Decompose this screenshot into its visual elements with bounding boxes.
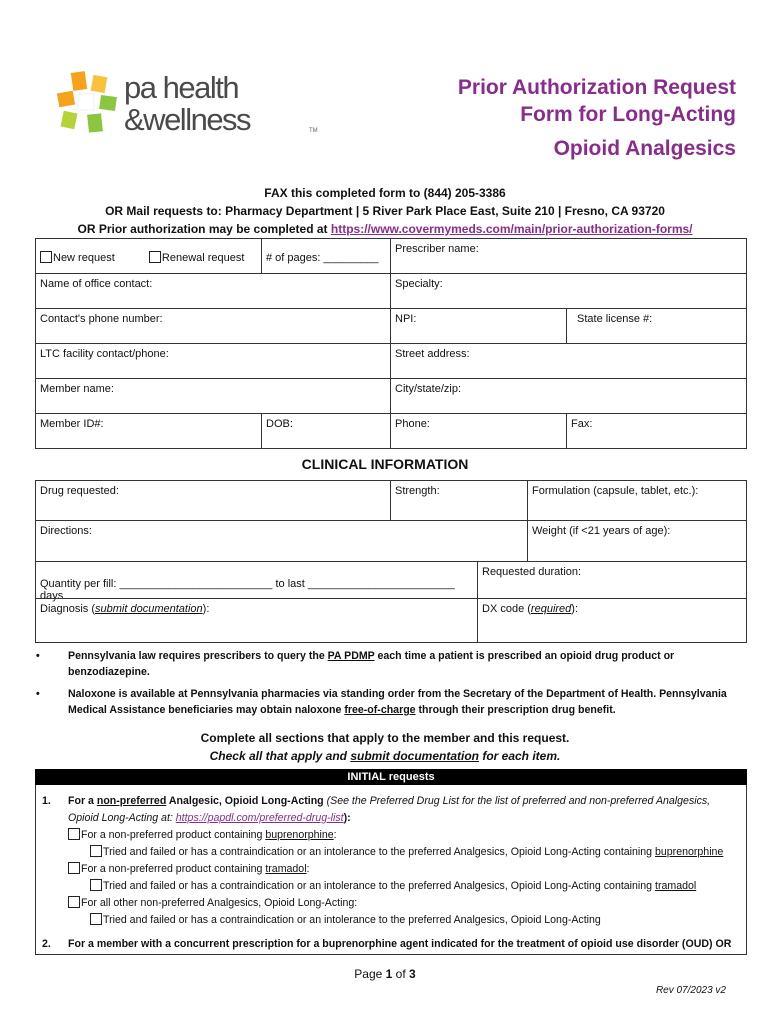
section-instructions: [0, 729, 770, 765]
contact-phone-cell[interactable]: [35, 308, 391, 344]
instructions-line2: [0, 747, 770, 765]
prescriber-name-label: Prescriber name:: [395, 243, 479, 255]
other-tf-checkbox[interactable]: [90, 913, 102, 925]
item1-a: For a: [68, 795, 97, 807]
new-request-label: New request: [53, 252, 115, 264]
office-contact-cell[interactable]: [35, 273, 391, 309]
dx-required-note: required: [530, 603, 572, 615]
tram-tf-text: Tried and failed or has a contraindication or an intolerance to the preferred Analgesics, Opioid Long-Acting containing: [103, 880, 655, 892]
page-current: 1: [385, 967, 393, 981]
covermymeds-link[interactable]: https://www.covermymeds.com/main/prior-authorization-forms/: [330, 222, 693, 236]
instructions-line1: Complete all sections that apply to the member and this request.: [200, 731, 570, 745]
other-tf-text: Tried and failed or has a contraindication or an intolerance to the preferred Analgesics, Opioid Long-Acting: [103, 914, 601, 926]
directions-cell[interactable]: [35, 520, 528, 562]
renewal-request-checkbox[interactable]: [149, 251, 161, 263]
formulation-label: Formulation (capsule, tablet, etc.):: [532, 485, 699, 497]
prescriber-name-cell[interactable]: [390, 238, 747, 274]
npi-label: NPI:: [395, 313, 417, 325]
item1-number: 1.: [42, 795, 51, 807]
other-checkbox[interactable]: [68, 896, 80, 908]
member-id-label: Member ID#:: [40, 418, 104, 430]
form-title: [458, 74, 736, 162]
pdl-link[interactable]: https://papdl.com/preferred-drug-list: [175, 812, 344, 824]
npi-cell[interactable]: [390, 308, 567, 344]
notice-bullets: [36, 648, 736, 724]
tram-tf-checkbox[interactable]: [90, 879, 102, 891]
naloxone-text-b: through their prescription drug benefit.: [415, 704, 616, 716]
pdmp-text-b: each time a patient is prescribed an opioid drug product or benzodiazepine.: [68, 650, 675, 678]
member-name-cell[interactable]: [35, 378, 391, 414]
strength-cell[interactable]: [390, 480, 528, 521]
office-contact-label: Name of office contact:: [40, 278, 153, 290]
naloxone-text-a: Naloxone is available at Pennsylvania pharmacies via standing order from the Secretary of the Department of Health. Pennsylvania Medical Assistance beneficiaries may obtain naloxone: [68, 688, 727, 716]
fax-cell[interactable]: [566, 413, 747, 449]
bup-tf-text: Tried and failed or has a contraindication or an intolerance to the preferred Analgesics, Opioid Long-Acting containing: [103, 846, 655, 858]
other-tf-option: [68, 912, 742, 929]
bup-drug: buprenorphine: [265, 829, 334, 841]
quantity-label: Quantity per fill: _________________________ to last ________________________ days: [40, 578, 455, 602]
weight-cell[interactable]: [527, 520, 747, 562]
mail-line: OR Mail requests to: Pharmacy Department | 5 River Park Place East, Suite 210 | Fresno, CA 93720: [105, 204, 665, 218]
formulation-cell[interactable]: [527, 480, 747, 521]
item1-b: Analgesic, Opioid Long-Acting: [166, 795, 327, 807]
title-line1: Prior Authorization Request: [457, 76, 736, 99]
instructions-line2-a: Check all that apply and: [209, 749, 351, 763]
logo-trademark: TM: [309, 128, 318, 134]
diagnosis-cell[interactable]: [35, 598, 478, 643]
revision-label: Rev 07/2023 v2: [655, 985, 726, 996]
new-request-checkbox[interactable]: [40, 251, 52, 263]
title-line3: Opioid Analgesics: [553, 137, 736, 160]
initial-requests-header: INITIAL requests: [35, 769, 747, 785]
tram-end: :: [306, 863, 310, 875]
duration-label: Requested duration:: [482, 566, 582, 578]
contact-phone-label: Contact's phone number:: [40, 313, 163, 325]
bup-option: [68, 827, 742, 844]
street-label: Street address:: [395, 348, 470, 360]
clinical-info-title: CLINICAL INFORMATION: [301, 456, 469, 472]
duration-cell[interactable]: [477, 561, 747, 599]
diagnosis-suffix: ):: [202, 603, 210, 615]
dx-code-cell[interactable]: [477, 598, 747, 643]
tram-checkbox[interactable]: [68, 862, 80, 874]
city-label: City/state/zip:: [395, 383, 462, 395]
tram-tf-drug: tramadol: [655, 880, 697, 892]
ltc-label: LTC facility contact/phone:: [40, 348, 169, 360]
ltc-cell[interactable]: [35, 343, 391, 379]
phone-cell[interactable]: [390, 413, 567, 449]
logo-text-line1: pa health: [124, 70, 239, 105]
instructions-submit-doc: submit documentation: [350, 749, 479, 763]
bup-tf-drug: buprenorphine: [655, 846, 724, 858]
renewal-request-label: Renewal request: [161, 252, 245, 264]
pages-cell: [261, 238, 391, 274]
drug-cell[interactable]: [35, 480, 391, 521]
company-logo: [56, 70, 318, 140]
item2-text: For a member with a concurrent prescription for a buprenorphine agent indicated for the treatment of opioid use disorder (OUD) OR: [68, 938, 732, 950]
fax-label: Fax:: [571, 418, 593, 430]
item1-heading: [68, 793, 742, 827]
online-line: [0, 220, 770, 238]
bup-end: :: [333, 829, 337, 841]
member-id-cell[interactable]: [35, 413, 262, 449]
state-license-cell[interactable]: [566, 308, 747, 344]
dx-prefix: DX code (: [482, 603, 531, 615]
diagnosis-doc-note: submit documentation: [95, 603, 203, 615]
initial-item-2: [42, 936, 742, 953]
item1-non-preferred: non-preferred: [96, 795, 167, 807]
drug-label: Drug requested:: [40, 485, 119, 497]
page-total: 3: [409, 967, 416, 981]
logo-text-line2: &wellness: [124, 102, 251, 137]
tram-text: For a non-preferred product containing: [81, 863, 266, 875]
quantity-cell[interactable]: [35, 561, 478, 602]
bup-text: For a non-preferred product containing: [81, 829, 266, 841]
city-cell[interactable]: [390, 378, 747, 414]
specialty-cell[interactable]: [390, 273, 747, 309]
member-name-label: Member name:: [40, 383, 114, 395]
pdmp-link[interactable]: PA PDMP: [327, 650, 375, 662]
page-number: [0, 967, 770, 981]
other-text: For all other non-preferred Analgesics, Opioid Long-Acting:: [81, 897, 358, 909]
page-prefix: Page: [354, 967, 386, 981]
street-cell[interactable]: [390, 343, 747, 379]
online-prefix: OR Prior authorization may be completed at: [77, 222, 331, 236]
dx-suffix: ):: [571, 603, 579, 615]
instructions-line2-b: for each item.: [479, 749, 561, 763]
pdmp-text-a: Pennsylvania law requires prescribers to query the: [68, 650, 328, 662]
diagnosis-prefix: Diagnosis (: [40, 603, 96, 615]
initial-item-1: [42, 793, 742, 929]
free-of-charge-text: free-of-charge: [344, 704, 416, 716]
fax-line: FAX this completed form to (844) 205-3386: [264, 186, 506, 200]
naloxone-bullet: [36, 686, 736, 718]
pdmp-bullet: [36, 648, 736, 680]
tram-tf-option: [68, 878, 742, 895]
item1-end: ):: [343, 812, 351, 824]
bup-tf-checkbox[interactable]: [90, 845, 102, 857]
other-option: [68, 895, 742, 912]
strength-label: Strength:: [395, 485, 440, 497]
bup-checkbox[interactable]: [68, 828, 80, 840]
bup-tf-option: [68, 844, 742, 861]
directions-label: Directions:: [40, 525, 92, 537]
state-license-label: State license #:: [577, 313, 653, 325]
submission-instructions: [0, 184, 770, 238]
dob-label: DOB:: [266, 418, 293, 430]
item1-ital: (See the Preferred Drug List for the list of preferred and non-preferred Analgesics, Opioid Long-Acting at:: [68, 795, 711, 824]
dob-cell[interactable]: [261, 413, 391, 449]
specialty-label: Specialty:: [395, 278, 443, 290]
tram-option: [68, 861, 742, 878]
phone-label: Phone:: [395, 418, 430, 430]
page-of: of: [392, 967, 410, 981]
logo-mark-icon: [56, 70, 120, 136]
item2-number: 2.: [42, 938, 51, 950]
weight-label: Weight (if <21 years of age):: [532, 525, 671, 537]
request-type-cell: [35, 238, 262, 274]
title-line2: Form for Long-Acting: [520, 103, 736, 126]
tram-drug: tramadol: [265, 863, 307, 875]
pages-label: # of pages: _________: [266, 252, 379, 264]
